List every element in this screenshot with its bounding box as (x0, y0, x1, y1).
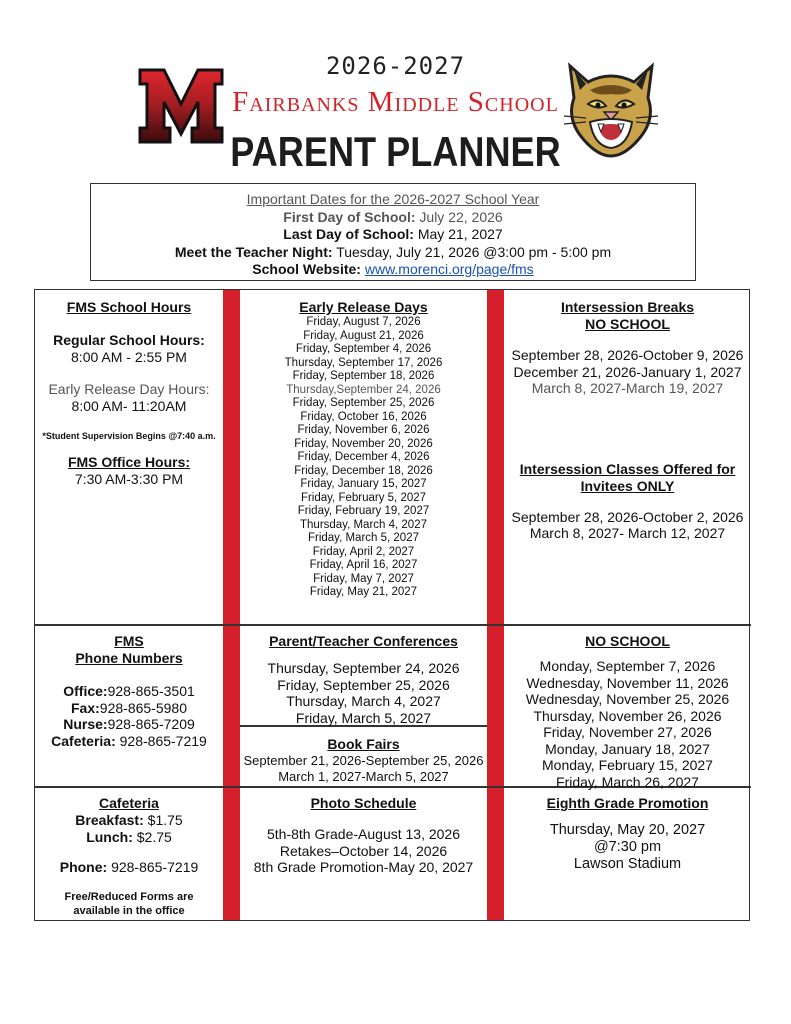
nurse-label: Nurse: (63, 716, 108, 732)
no-school-date: Thursday, November 26, 2026 (533, 707, 722, 724)
early-release-date: Friday, May 21, 2027 (309, 586, 418, 598)
meet-teacher-label: Meet the Teacher Night: (174, 243, 333, 260)
office-phone-label: Office: (63, 683, 108, 699)
promotion-list (504, 822, 751, 873)
regular-hours-value: 8:00 AM - 2:55 PM (71, 348, 187, 365)
early-release-cell (240, 299, 487, 600)
page-title: PARENT PLANNER (230, 128, 561, 175)
free-reduced-note-1: Free/Reduced Forms are (64, 890, 194, 903)
early-release-date: Friday, December 4, 2026 (297, 451, 430, 463)
early-release-date: Friday, April 2, 2027 (312, 545, 415, 558)
promotion-cell (504, 795, 751, 873)
intersession-title: Intersession Breaks (560, 299, 695, 315)
fax-value: 928-865-5980 (99, 699, 187, 716)
conferences-title: Parent/Teacher Conferences (269, 633, 458, 649)
lunch-value: $2.75 (132, 828, 172, 845)
early-release-title: Early Release Days (299, 299, 428, 315)
book-fairs-list (240, 753, 487, 785)
cafeteria-phone-value: 928-865-7219 (115, 732, 207, 749)
intersession-class-range: September 28, 2026-October 2, 2026 (511, 508, 744, 525)
school-name: Fairbanks Middle School (232, 86, 559, 118)
intersession-break-range: March 8, 2027-March 19, 2027 (531, 380, 724, 396)
school-year: 2026-2027 (325, 52, 466, 80)
free-reduced-note-2: available in the office (73, 904, 185, 917)
promotion-line: Lawson Stadium (573, 856, 682, 872)
photo-schedule-line: Retakes–October 14, 2026 (279, 842, 448, 859)
last-day-value: May 21, 2027 (417, 226, 503, 242)
intersession-breaks-list (504, 347, 751, 397)
breakfast-price (35, 812, 223, 829)
book-fair-range: March 1, 2027-March 5, 2027 (278, 769, 449, 784)
no-school-date: Wednesday, November 11, 2026 (526, 674, 729, 691)
important-dates-title: Important Dates for the 2026-2027 School Year (246, 191, 540, 207)
early-release-hours-label: Early Release Day Hours: (48, 381, 210, 397)
website-line (91, 261, 695, 279)
no-school-date: Monday, January 18, 2027 (545, 740, 710, 757)
book-fairs-title: Book Fairs (327, 736, 400, 752)
early-release-date: Friday, February 19, 2027 (297, 505, 430, 517)
no-school-title: NO SCHOOL (585, 633, 670, 649)
breakfast-value: $1.75 (143, 812, 183, 828)
nurse-value: 928-865-7209 (107, 716, 195, 732)
early-release-date: Friday, September 25, 2026 (292, 397, 435, 409)
early-release-date: Friday, April 16, 2027 (309, 559, 418, 571)
bobcat-mascot-icon (560, 60, 662, 158)
early-release-date: Friday, November 20, 2026 (294, 437, 433, 450)
cafeteria-phone-label: Cafeteria: (51, 732, 116, 749)
early-release-date: Friday, August 21, 2026 (303, 329, 424, 342)
conference-date: Thursday, March 4, 2027 (286, 693, 441, 709)
early-release-date: Thursday, September 17, 2026 (284, 356, 443, 369)
lunch-price (35, 829, 223, 846)
lunch-label: Lunch: (86, 828, 133, 845)
no-school-date: Monday, September 7, 2026 (539, 658, 716, 674)
first-day-line (91, 209, 695, 227)
intersession-classes-title: Intersession Classes Offered for (519, 460, 736, 477)
office-phone-value: 928-865-3501 (107, 683, 195, 699)
first-day-label: First Day of School: (283, 208, 416, 225)
meet-teacher-line (91, 244, 695, 262)
meet-teacher-value: Tuesday, July 21, 2026 @3:00 pm - 5:00 pm (336, 243, 612, 260)
intersession-classes-subtitle: Invitees ONLY (580, 477, 675, 494)
intersession-no-school: NO SCHOOL (585, 316, 670, 332)
first-day-value: July 22, 2026 (419, 208, 503, 225)
nurse-phone (35, 716, 223, 733)
no-school-date: Monday, February 15, 2027 (542, 757, 713, 773)
row-divider-1 (35, 624, 751, 626)
early-release-date: Friday, February 5, 2027 (300, 491, 427, 504)
fax-phone (35, 700, 223, 717)
cafeteria-title: Cafeteria (99, 795, 159, 811)
no-school-cell (504, 633, 751, 790)
early-release-list (240, 316, 487, 600)
website-link[interactable]: www.morenci.org/page/fms (364, 261, 534, 277)
intersession-break-range: December 21, 2026-January 1, 2027 (513, 363, 742, 380)
fax-label: Fax: (71, 699, 100, 716)
early-release-date: Friday, August 7, 2026 (306, 316, 421, 328)
early-release-date: Friday, October 16, 2026 (300, 410, 427, 423)
cafeteria-line-value: 928-865-7219 (107, 859, 199, 875)
intersession-break-range: September 28, 2026-October 9, 2026 (511, 347, 744, 363)
important-dates-box (90, 183, 696, 281)
website-label: School Website: (252, 261, 361, 277)
intersession-classes-list (504, 509, 751, 542)
supervision-note: *Student Supervision Begins @7:40 a.m. (42, 431, 216, 441)
early-release-date: Friday, January 15, 2027 (300, 478, 427, 490)
red-divider-right (487, 290, 504, 920)
photo-schedule-title: Photo Schedule (310, 795, 417, 811)
school-hours-cell (35, 299, 223, 488)
no-school-date: Wednesday, November 25, 2026 (525, 691, 730, 707)
no-school-date: Friday, March 26, 2027 (556, 773, 699, 790)
early-release-hours-value: 8:00 AM- 11:20AM (71, 397, 187, 414)
early-release-date: Friday, November 6, 2026 (297, 424, 430, 436)
school-hours-title: FMS School Hours (66, 299, 192, 315)
conference-date: Thursday, September 24, 2026 (267, 660, 460, 676)
phone-numbers-cell (35, 633, 223, 749)
red-divider-left (223, 290, 240, 920)
office-hours-value: 7:30 AM-3:30 PM (74, 471, 184, 487)
phone-title-1: FMS (114, 633, 144, 649)
breakfast-label: Breakfast: (75, 812, 144, 828)
early-release-date: Friday, March 5, 2027 (307, 532, 419, 544)
photo-schedule-line: 5th-8th Grade-August 13, 2026 (266, 826, 461, 842)
office-hours-title: FMS Office Hours: (67, 454, 191, 470)
early-release-date: Friday, May 7, 2027 (313, 572, 414, 585)
last-day-line (91, 226, 695, 244)
cafeteria-cell (35, 795, 223, 918)
last-day-label: Last Day of School: (283, 226, 414, 242)
phone-title-2: Phone Numbers (75, 650, 183, 666)
promotion-line: Thursday, May 20, 2027 (549, 822, 706, 838)
promotion-title: Eighth Grade Promotion (546, 795, 709, 811)
conferences-cell (240, 633, 487, 726)
conference-date: Friday, March 5, 2027 (295, 709, 432, 726)
promotion-line: @7:30 pm (593, 839, 662, 855)
book-fairs-cell (240, 736, 487, 785)
photo-schedule-cell (240, 795, 487, 876)
conferences-list (240, 660, 487, 726)
cafeteria-phone-line (35, 859, 223, 876)
photo-schedule-list (240, 826, 487, 876)
cafeteria-line-label: Phone: (59, 859, 108, 875)
no-school-date: Friday, November 27, 2026 (543, 724, 712, 740)
intersession-class-range: March 8, 2027- March 12, 2027 (529, 525, 726, 541)
early-release-date: Thursday, March 4, 2027 (300, 518, 427, 531)
early-release-date: Thursday,September 24, 2026 (286, 383, 441, 396)
planner-grid (34, 289, 750, 921)
cafeteria-phone (35, 733, 223, 750)
conference-date: Friday, September 25, 2026 (277, 676, 450, 693)
photo-schedule-line: 8th Grade Promotion-May 20, 2027 (253, 859, 474, 875)
office-phone (35, 683, 223, 700)
early-release-date: Friday, December 18, 2026 (294, 464, 433, 477)
no-school-list (504, 658, 751, 790)
early-release-date: Friday, September 18, 2026 (292, 370, 435, 382)
early-release-date: Friday, September 4, 2026 (295, 343, 432, 355)
regular-hours-label: Regular School Hours: (53, 332, 205, 348)
book-fair-range: September 21, 2026-September 25, 2026 (243, 753, 484, 768)
intersession-cell (504, 299, 751, 542)
